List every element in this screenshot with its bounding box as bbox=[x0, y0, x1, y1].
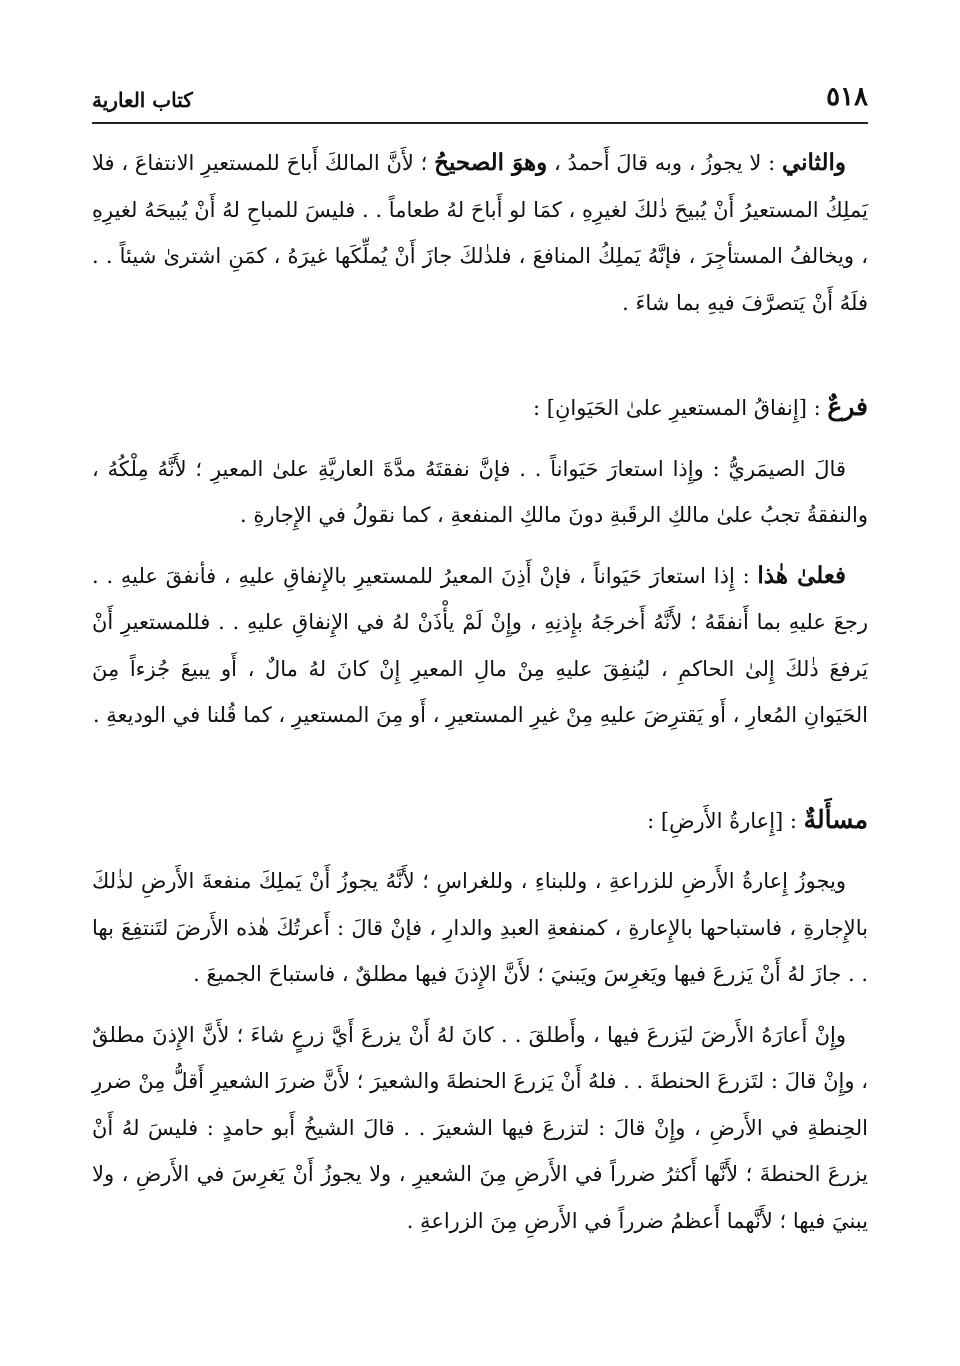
heading-text: : [إِعارةُ الأَرضِ] : bbox=[647, 808, 804, 833]
section-heading-issue bbox=[92, 797, 868, 845]
paragraph-consequence bbox=[92, 553, 868, 739]
paragraph-text: : لا يجوزُ ، وبه قالَ أَحمدُ ، bbox=[547, 151, 782, 175]
heading-text: : [إِنفاقُ المستعيرِ علىٰ الحَيَوانِ] : bbox=[533, 396, 828, 420]
page-number: ٥١٨ bbox=[826, 82, 868, 112]
page-body bbox=[92, 140, 868, 1244]
paragraph-text: : إِذا استعارَ حَيَواناً ، فإنْ أَذِنَ المعيرُ للمستعيرِ بالإِنفاقِ عليهِ ، فأنفقَ عليهِ . . رجعَ عليهِ بما أَنفقَهُ ؛ لأَنَّهُ أَخرجَهُ بإِذنِهِ ، وإِنْ لَمْ يأْذَنْ لهُ في الإِنفاقِ عليهِ . . فللمستعيرِ أَنْ يَرفعَ ذٰلكَ إِلىٰ الحاكمِ ، ليُنفِقَ عليهِ مِنْ مالِ المعيرِ إِنْ كانَ لهُ مالٌ ، أَو يبيعَ جُزءاً مِنَ الحَيَوانِ المُعارِ ، أَو يَقترِضَ عليهِ مِنْ غيرِ المستعيرِ ، أَو مِنَ المستعيرِ ، كما قُلنا في الوديعةِ . bbox=[92, 563, 868, 727]
paragraph-saymari: قالَ الصيمَريُّ : وإِذا استعارَ حَيَواناً . . فإنَّ نفقتَهُ مدَّةَ العاريَّةِ علىٰ المعيرِ ؛ لأَنَّهُ مِلْكُهُ ، والنفقةُ تجبُ علىٰ مالكِ الرقَبةِ دونَ مالكِ المنفعةِ ، كما نقولُ في الإِجارةِ . bbox=[92, 456, 868, 527]
heading-label: مسأَلةٌ bbox=[803, 804, 868, 834]
paragraph-second-opinion bbox=[92, 140, 868, 326]
section-heading-branch bbox=[92, 384, 868, 432]
paragraph-lead: فعلىٰ هٰذا bbox=[757, 561, 846, 589]
book-title: كتاب العارية bbox=[92, 88, 193, 112]
running-header bbox=[92, 78, 868, 124]
paragraph-text: ؛ لأَنَّ المالكَ أَباحَ للمستعيرِ الانتفاعَ ، فلا يَملِكُ المستعيرُ أَنْ يُبيحَ ذٰلكَ لغيرِهِ ، كمَا لو أَباحَ لهُ طعاماً . . فليسَ للمباحِ لهُ أَنْ يُبيحَهُ لغيرِهِ ، ويخالفُ المستأجِرَ ، فإنَّهُ يَملِكُ المنافعَ ، فلذٰلكَ جازَ أَنْ يُملِّكَها غيرَهُ ، كمَنِ اشترىٰ شيئاً . . فلَهُ أَنْ يَتصرَّفَ فيهِ بما شاءَ . bbox=[92, 151, 868, 315]
paragraph-crops: وإِنْ أَعارَهُ الأَرضَ ليَزرعَ فيها ، وأَطلقَ . . كانَ لهُ أَنْ يزرعَ أَيَّ زرعٍ شاءَ ؛ لأَنَّ الإِذنَ مطلقٌ ، وإِنْ قالَ : لتَزرعَ الحنطةَ . . فلهُ أَنْ يَزرعَ الحنطةَ والشعيرَ ؛ لأَنَّ ضررَ الشعيرِ أَقلُّ مِنْ ضررِ الحِنطةِ في الأَرضِ ، وإِنْ قالَ : لتزرعَ فيها الشعيرَ . . قالَ الشيخُ أَبو حامدٍ : فليسَ لهُ أَنْ يزرعَ الحنطةَ ؛ لأَنَّها أَكثرُ ضرراً في الأَرضِ مِنَ الشعيرِ ، ولا يجوزُ أَنْ يَغرِسَ في الأَرضِ ، ولا يبنيَ فيها ؛ لأَنَّهما أَعظمُ ضرراً في الأَرضِ مِنَ الزراعةِ . bbox=[92, 1022, 869, 1233]
paragraph-lead: والثاني bbox=[781, 149, 846, 176]
paragraph-land-lending: ويجوزُ إِعارةُ الأَرضِ للزراعةِ ، وللبناءِ ، وللغراسِ ؛ لأَنَّهُ يجوزُ أَنْ يَملِكَ منفعةَ الأَرضِ لذٰلكَ بالإِجارةِ ، فاستباحها بالإِعارةِ ، كمنفعةِ العبدِ والدارِ ، فإنْ قالَ : أَعرتُكَ هٰذه الأَرضَ لتَنتفِعَ بها . . جازَ لهُ أَنْ يَزرعَ فيها ويَغرِسَ ويَبنيَ ؛ لأَنَّ الإِذنَ فيها مطلقٌ ، فاستباحَ الجميعَ . bbox=[92, 869, 868, 986]
heading-label: فرعٌ bbox=[827, 392, 868, 421]
emphasis-text: وهوَ الصحيحُ bbox=[434, 149, 548, 176]
